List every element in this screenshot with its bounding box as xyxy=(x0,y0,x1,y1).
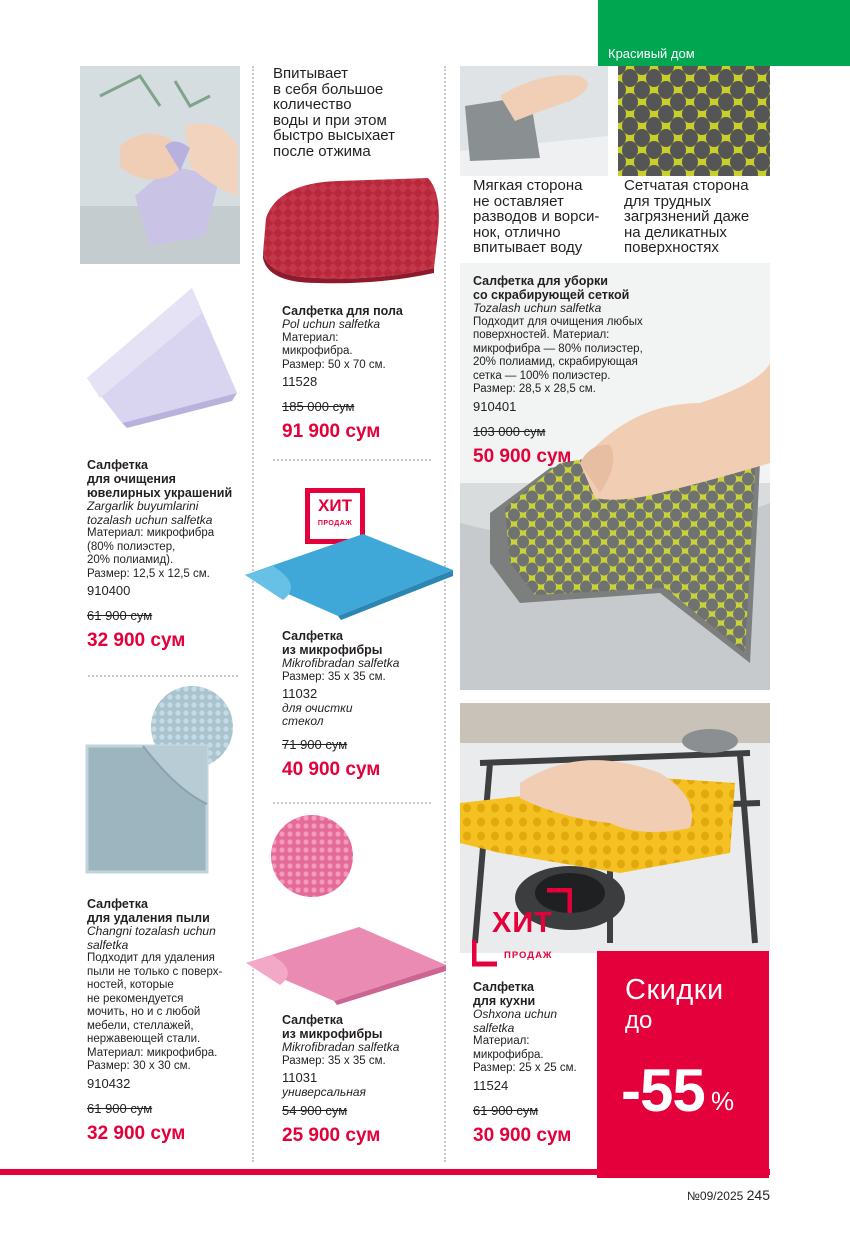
floor-cloth-photo xyxy=(258,173,443,285)
new-price: 32 900 сум xyxy=(87,630,186,651)
product-name-uz: Zargarlik buyumlarini tozalash uchun salfetka xyxy=(87,499,213,527)
mesh-side-caption: Сетчатая сторона для трудных загрязнений даже на деликатных поверхностях xyxy=(624,177,750,256)
product-name-uz: Oshxona uchun salfetka xyxy=(473,1007,558,1035)
product-description: Размер: 35 х 35 см. xyxy=(282,670,386,683)
sale-percent: % xyxy=(711,1086,735,1116)
product-code: 11032 xyxy=(282,686,318,701)
product-name-uz: Mikrofibradan salfetka xyxy=(282,1040,400,1054)
product-name: Салфетка из микрофибры xyxy=(282,629,383,657)
product-description: Материал: микрофибра. Размер: 25 х 25 см. xyxy=(473,1035,577,1074)
new-price: 91 900 сум xyxy=(282,421,381,442)
section-tab xyxy=(598,0,850,66)
new-price: 25 900 сум xyxy=(282,1125,381,1146)
hit-badge-large xyxy=(472,888,572,968)
glass-cloth-photo xyxy=(243,530,455,620)
product-name: Салфетка для уборки со скрабирующей сеткой xyxy=(473,274,630,302)
product-name: Салфетка для кухни xyxy=(473,980,536,1008)
absorbs-caption: Впитывает в себя большое количество воды и при этом быстро высыхает после отжима xyxy=(273,65,396,160)
page-number xyxy=(687,1187,770,1203)
product-universal xyxy=(282,1013,442,1147)
soft-side-caption: Мягкая сторона не оставляет разводов и ворси- нок, отлично впитывает воду xyxy=(473,177,600,256)
footer-bar xyxy=(0,1169,770,1175)
jewelry-cloth-photo xyxy=(82,283,242,428)
sale-line2: до xyxy=(625,1007,653,1034)
product-description: Размер: 35 х 35 см. xyxy=(282,1054,386,1067)
old-price: 61 900 сум xyxy=(473,1102,539,1118)
jewelry-cloth-hands-photo xyxy=(80,66,240,264)
old-price: 54 900 сум xyxy=(282,1103,348,1118)
product-code: 11524 xyxy=(473,1077,509,1093)
old-price: 61 900 сум xyxy=(87,608,153,623)
product-name: Салфетка для удаления пыли xyxy=(87,897,210,925)
product-code: 11031 xyxy=(282,1070,318,1085)
mesh-side-photo xyxy=(618,66,770,176)
product-scrub xyxy=(473,274,673,468)
row-divider-mid-1 xyxy=(273,459,431,461)
row-divider-mid-2 xyxy=(273,802,431,804)
product-code: 910401 xyxy=(473,398,517,414)
product-floor xyxy=(282,304,442,443)
product-name-uz: Changni tozalash uchun salfetka xyxy=(87,924,216,952)
hit-badge-large-top: ХИТ xyxy=(492,907,553,939)
old-price: 185 000 сум xyxy=(282,399,355,414)
product-description: Подходит для удаления пыли не только с поверх- ностей, которые не рекомендуется мочить, но и с любой мебели, стеллажей, нержавеющей стали. Материал: микрофибра. Размер: 30 х 30 см. xyxy=(87,952,223,1072)
old-price: 61 900 сум xyxy=(87,1100,153,1116)
product-name: Салфетка для пола xyxy=(282,304,403,318)
product-code: 910400 xyxy=(87,583,131,598)
new-price: 50 900 сум xyxy=(473,445,572,467)
page-number-value: 245 xyxy=(746,1187,770,1203)
product-name-uz: Pol uchun salfetka xyxy=(282,317,381,331)
product-name-uz: Tozalash uchun salfetka xyxy=(473,301,602,315)
dust-cloth-photo xyxy=(85,742,210,874)
product-name: Салфетка для очищения ювелирных украшений xyxy=(87,458,233,500)
hit-badge: ХИТ ПРОДАЖ xyxy=(305,488,365,544)
soft-side-photo xyxy=(460,66,608,176)
new-price: 40 900 сум xyxy=(282,759,381,780)
product-name: Салфетка из микрофибры xyxy=(282,1013,383,1041)
product-dust xyxy=(87,897,247,1145)
issue-number: №09/2025 xyxy=(687,1189,744,1203)
sale-banner xyxy=(597,951,769,1178)
old-price: 71 900 сум xyxy=(282,737,348,752)
product-note: для очистки стекол xyxy=(282,701,353,728)
product-kitchen xyxy=(473,980,598,1147)
product-name-uz: Mikrofibradan salfetka xyxy=(282,656,400,670)
hit-badge-large-bottom: ПРОДАЖ xyxy=(504,950,553,961)
product-description: Подходит для очищения любых поверхностей. Материал: микрофибра — 80% полиэстер, 20% полиамид, скрабирующая сетка — 100% полиэстер. Размер: 28,5 х 28,5 см. xyxy=(473,315,643,395)
universal-cloth-photo xyxy=(244,923,449,1005)
product-description: Материал: микрофибра (80% полиэстер, 20% полиамид). Размер: 12,5 х 12,5 см. xyxy=(87,527,215,580)
product-glass xyxy=(282,629,442,781)
sale-amount: -55 xyxy=(621,1057,705,1124)
section-title: Красивый дом xyxy=(608,46,695,61)
row-divider-left xyxy=(88,675,238,677)
product-jewelry xyxy=(87,458,247,652)
new-price: 30 900 сум xyxy=(473,1124,572,1146)
universal-cloth-swatch xyxy=(270,814,354,898)
sale-line1: Скидки xyxy=(625,974,724,1006)
product-note: универсальная xyxy=(282,1085,366,1099)
new-price: 32 900 сум xyxy=(87,1122,186,1144)
product-code: 910432 xyxy=(87,1075,131,1091)
product-code: 11528 xyxy=(282,374,318,389)
old-price: 103 000 сум xyxy=(473,423,546,439)
product-description: Материал: микрофибра. Размер: 50 х 70 см. xyxy=(282,331,386,371)
